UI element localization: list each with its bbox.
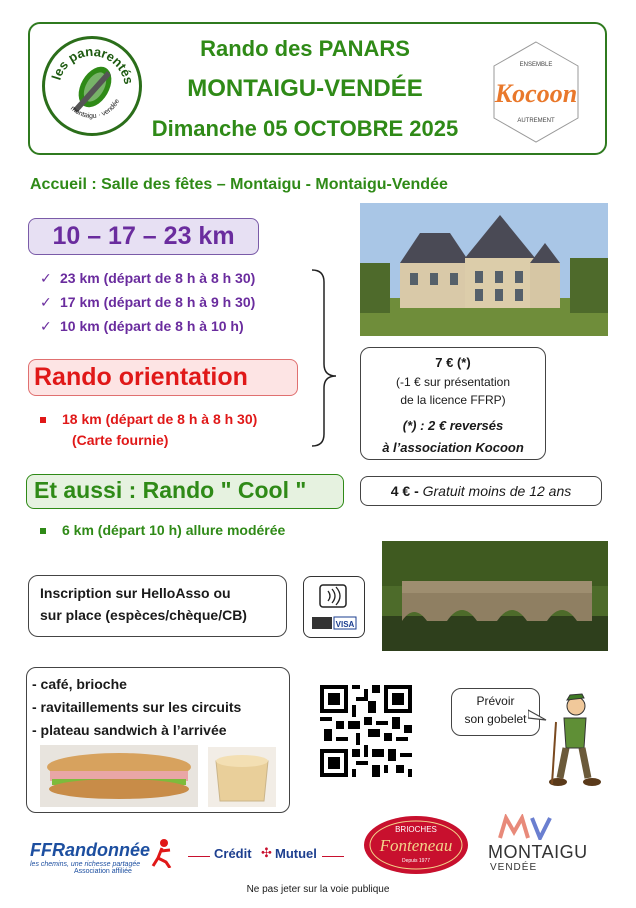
credit-mutuel-logo: Crédit ✣ Mutuel bbox=[188, 846, 344, 866]
orientation-route: 18 km (départ de 8 h à 8 h 30) bbox=[40, 411, 257, 427]
bubble-line2: son gobelet bbox=[464, 712, 527, 726]
kocoon-bottom-text: AUTREMENT bbox=[517, 118, 555, 124]
visa-label: VISA bbox=[335, 620, 355, 629]
inscription-line1: Inscription sur HelloAsso ou bbox=[40, 585, 231, 601]
hiker-icon bbox=[534, 692, 606, 792]
price-main: 7 € (*) bbox=[435, 355, 471, 370]
logo-text: les panarentés bbox=[48, 43, 137, 86]
service-item: - café, brioche bbox=[32, 676, 127, 692]
route-item: ✓ 10 km (départ de 8 h à 10 h) bbox=[40, 318, 244, 334]
kocoon-name: Kocoon bbox=[494, 79, 578, 108]
event-date: Dimanche 05 OCTOBRE 2025 bbox=[151, 116, 459, 141]
service-item: - ravitaillements sur les circuits bbox=[32, 699, 242, 715]
kocoon-top-text: ENSEMBLE bbox=[519, 62, 553, 68]
ffr-runner-icon bbox=[150, 838, 174, 868]
check-icon: ✓ bbox=[40, 270, 52, 286]
svg-text:Depuis 1977: Depuis 1977 bbox=[401, 858, 431, 864]
bracket-icon bbox=[308, 268, 348, 448]
logo-subtext: montaigu · vendée bbox=[68, 98, 122, 120]
cool-price: 4 € - Gratuit moins de 12 ans bbox=[390, 483, 572, 499]
montaigu-mv-icon bbox=[498, 814, 558, 840]
check-icon: ✓ bbox=[40, 318, 52, 334]
contactless-payment-icon bbox=[303, 576, 365, 638]
qr-code[interactable] bbox=[320, 685, 412, 777]
castle-photo bbox=[360, 203, 608, 336]
cool-route: 6 km (départ 10 h) allure modérée bbox=[40, 522, 285, 538]
ffrandonnee-logo: FFRandonnée les chemins, une richesse partagée Association affiliée bbox=[30, 840, 150, 875]
footer-note: Ne pas jeter sur la voie publique bbox=[246, 884, 390, 895]
service-item: - plateau sandwich à l’arrivée bbox=[32, 722, 227, 738]
price-reduction-line1: (-1 € sur présentation bbox=[395, 375, 511, 389]
panarentes-logo bbox=[42, 36, 142, 136]
inscription-line2: sur place (espèces/chèque/CB) bbox=[40, 607, 247, 623]
bubble-line1: Prévoir bbox=[476, 694, 515, 708]
price-note-line2: à l’association Kocoon bbox=[382, 440, 524, 455]
bullet-icon bbox=[40, 417, 46, 423]
montaigu-vendee-logo: MONTAIGU VENDÉE bbox=[488, 814, 598, 878]
route-item: ✓ 17 km (départ de 8 h à 9 h 30) bbox=[40, 294, 256, 310]
title-line-1: Rando des PANARS bbox=[200, 36, 410, 61]
svg-text:Fonteneau: Fonteneau bbox=[379, 836, 453, 855]
price-reduction-line2: de la licence FFRP) bbox=[400, 393, 506, 407]
check-icon: ✓ bbox=[40, 294, 52, 310]
welcome-location: Accueil : Salle des fêtes – Montaigu - Montaigu-Vendée bbox=[30, 176, 448, 193]
svg-text:BRIOCHES: BRIOCHES bbox=[395, 825, 437, 834]
compote-photo bbox=[208, 747, 276, 807]
bullet-icon bbox=[40, 528, 46, 534]
price-note-line1: (*) : 2 € reversés bbox=[402, 418, 504, 433]
orientation-note: (Carte fournie) bbox=[72, 432, 169, 448]
credit-mutuel-cross-icon: ✣ bbox=[261, 845, 272, 860]
route-item: ✓ 23 km (départ de 8 h à 8 h 30) bbox=[40, 270, 256, 286]
sandwich-photo bbox=[40, 745, 198, 807]
cool-title: Et aussi : Rando " Cool " bbox=[34, 477, 307, 503]
orientation-title: Rando orientation bbox=[34, 363, 248, 391]
distances-title: 10 – 17 – 23 km bbox=[52, 222, 235, 250]
kocoon-logo bbox=[486, 38, 586, 146]
bridge-photo bbox=[382, 541, 608, 651]
brioches-fonteneau-logo bbox=[362, 814, 470, 876]
title-line-2: MONTAIGU-VENDÉE bbox=[187, 75, 423, 102]
